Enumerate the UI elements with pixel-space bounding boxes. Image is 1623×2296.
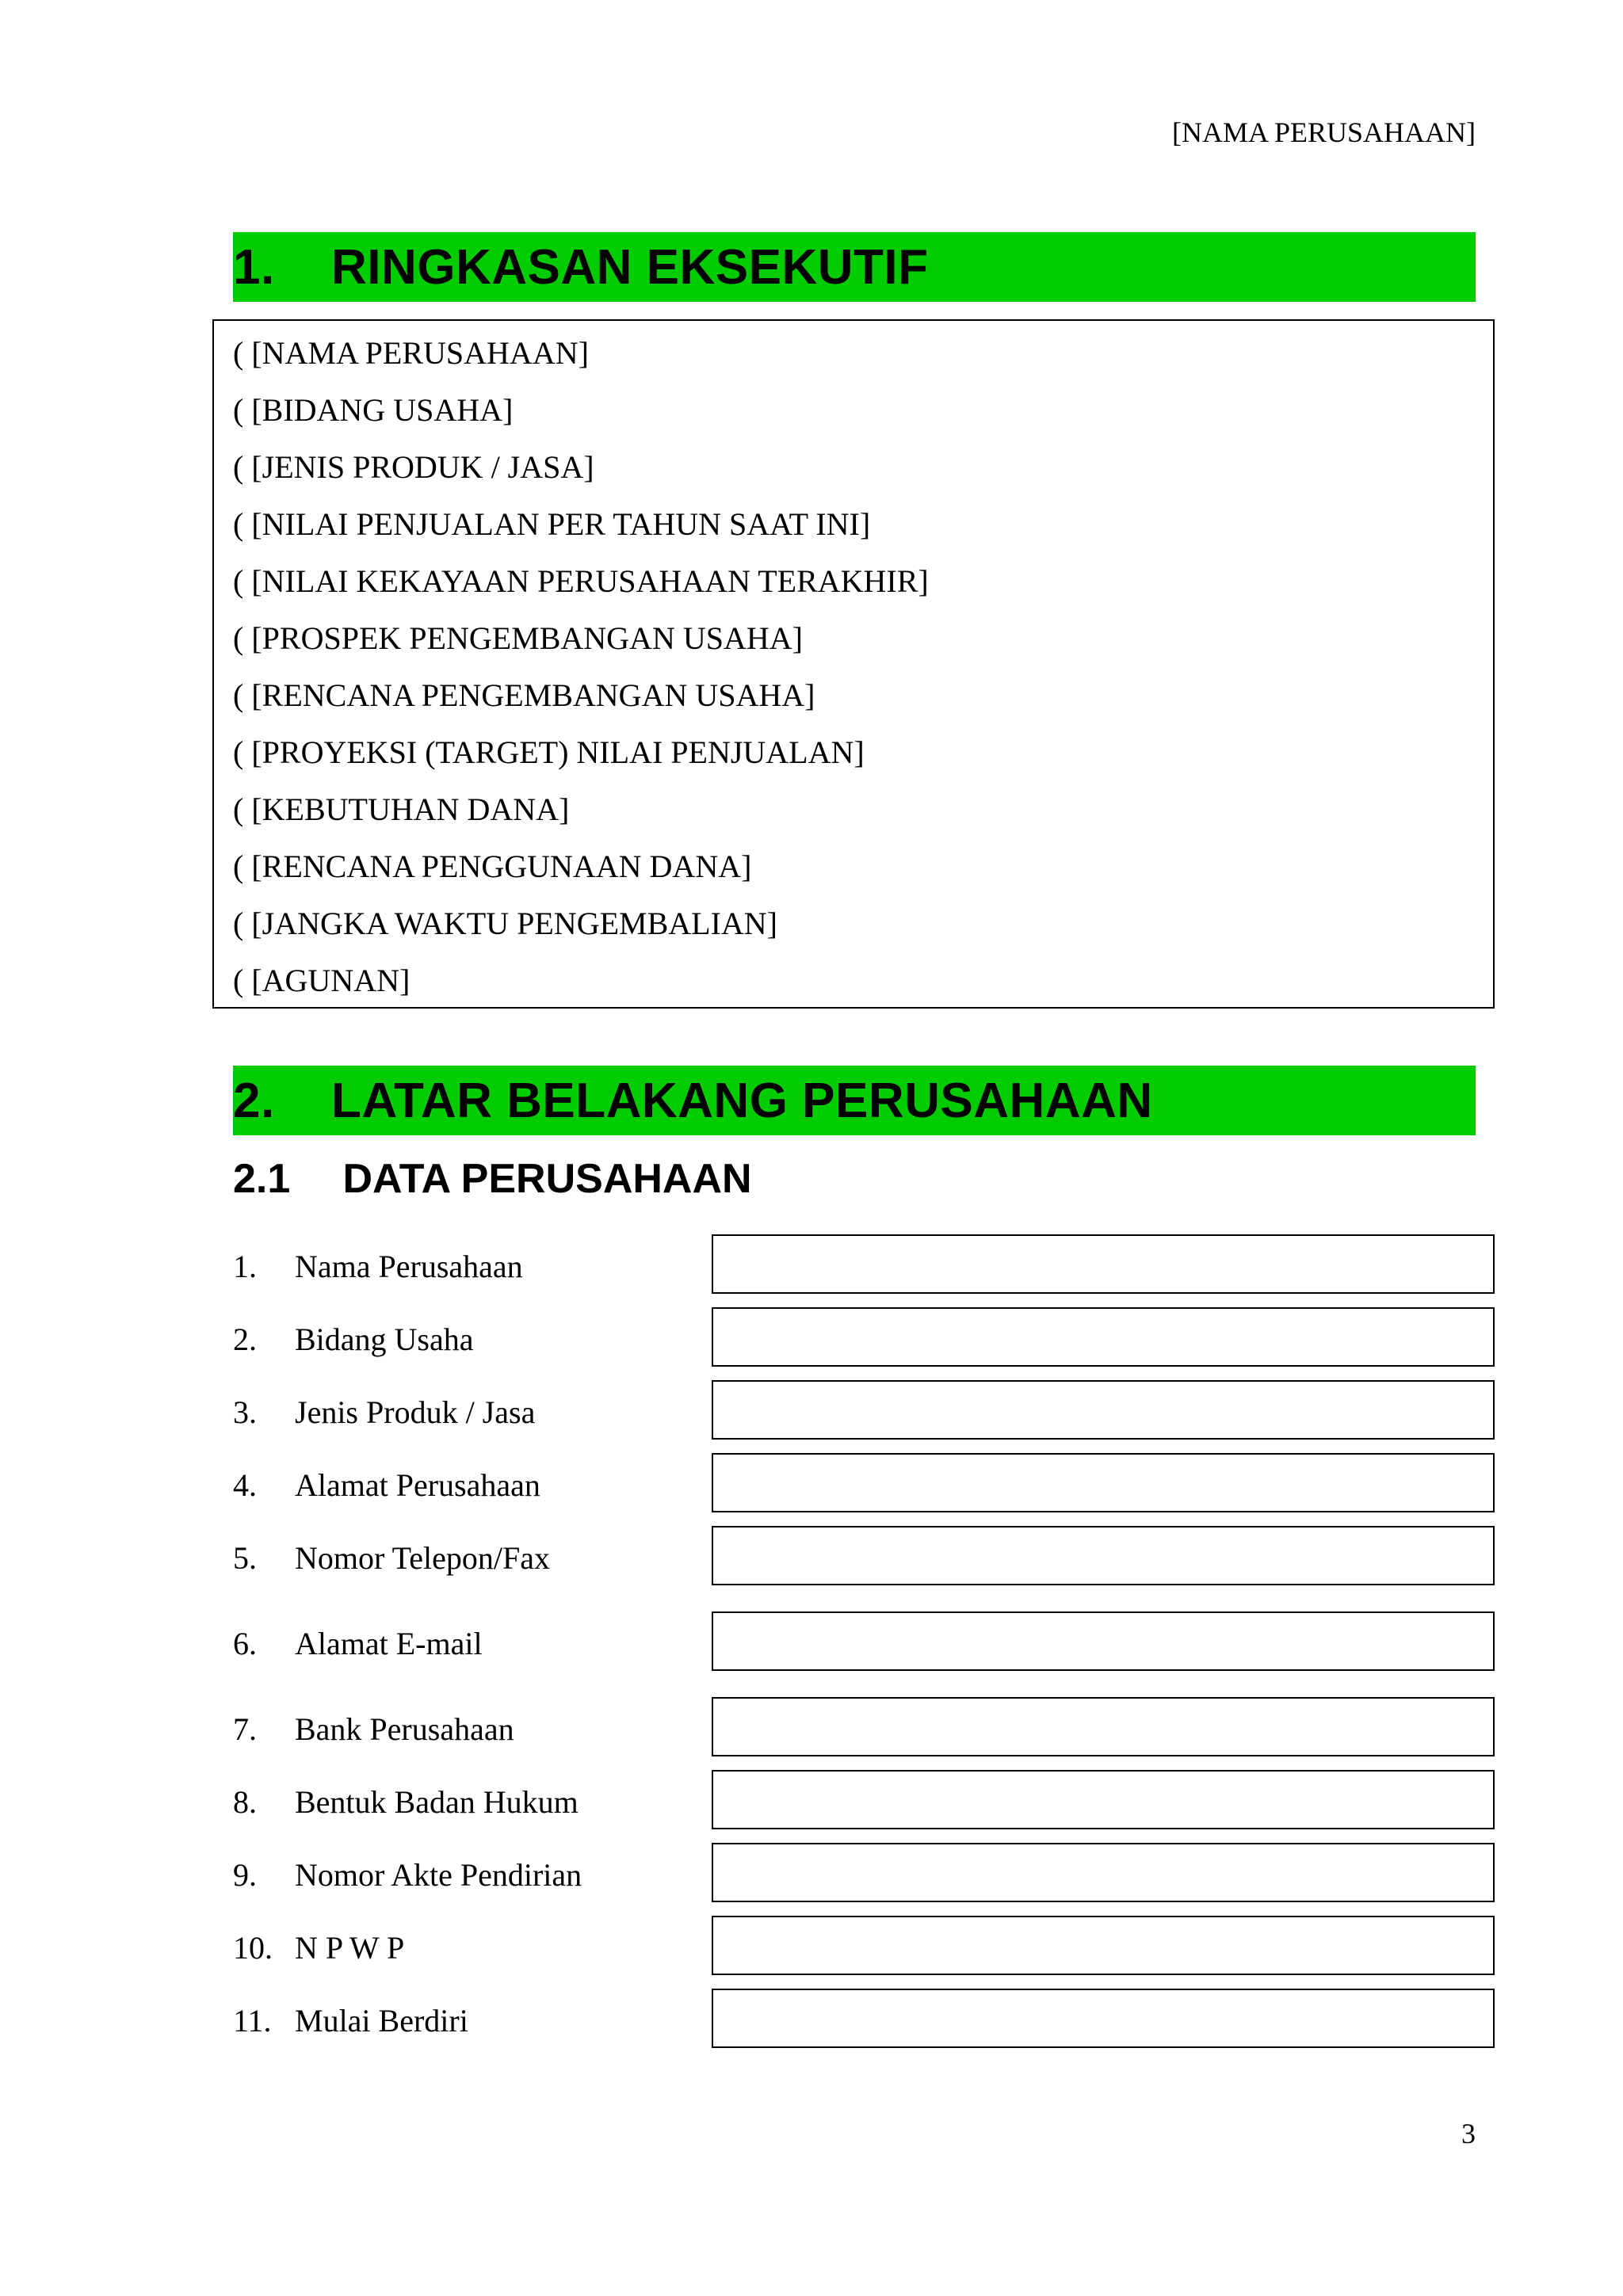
field-label: Alamat E-mail [295,1626,483,1661]
field-label: Alamat Perusahaan [295,1467,540,1503]
summary-item: ( [PROYEKSI (TARGET) NILAI PENJUALAN] [233,734,865,770]
summary-item: ( [BIDANG USAHA] [233,392,514,428]
subsection-title: DATA PERUSAHAAN [342,1156,752,1202]
summary-item: ( [KEBUTUHAN DANA] [233,791,570,827]
company-name-field[interactable] [712,1234,1495,1294]
company-address-field[interactable] [712,1453,1495,1512]
field-label: Nama Perusahaan [295,1249,523,1284]
summary-item: ( [NILAI KEKAYAAN PERUSAHAAN TERAKHIR] [233,563,929,599]
section-2-title: LATAR BELAKANG PERUSAHAAN [331,1073,1153,1128]
field-number: 8. [233,1784,257,1820]
company-bank-field[interactable] [712,1697,1495,1756]
field-number: 4. [233,1467,257,1503]
field-label: Nomor Telepon/Fax [295,1540,550,1576]
business-field-field[interactable] [712,1307,1495,1367]
deed-number-field[interactable] [712,1843,1495,1902]
section-1-heading [233,232,1476,302]
phone-fax-field[interactable] [712,1526,1495,1585]
field-number: 10. [233,1930,273,1966]
field-number: 11. [233,2003,272,2039]
field-label: Nomor Akte Pendirian [295,1857,582,1893]
product-type-field[interactable] [712,1380,1495,1440]
section-2-number: 2. [233,1073,275,1128]
field-number: 9. [233,1857,257,1893]
established-date-field[interactable] [712,1989,1495,2048]
field-number: 1. [233,1249,257,1284]
email-field[interactable] [712,1611,1495,1671]
page-number: 3 [1461,2118,1476,2149]
subsection-2-1-heading [233,1155,752,1203]
summary-item: ( [RENCANA PENGGUNAAN DANA] [233,849,752,884]
summary-item: ( [NAMA PERUSAHAAN] [233,335,589,371]
executive-summary-box [212,319,1495,1009]
legal-entity-field[interactable] [712,1770,1495,1829]
summary-item: ( [JANGKA WAKTU PENGEMBALIAN] [233,906,777,941]
field-number: 3. [233,1394,257,1430]
summary-item: ( [PROSPEK PENGEMBANGAN USAHA] [233,620,803,656]
npwp-field[interactable] [712,1916,1495,1975]
summary-item: ( [JENIS PRODUK / JASA] [233,449,594,485]
subsection-number: 2.1 [233,1156,291,1202]
field-number: 6. [233,1626,257,1661]
summary-item: ( [RENCANA PENGEMBANGAN USAHA] [233,677,815,713]
section-1-title: RINGKASAN EKSEKUTIF [331,239,929,295]
field-label: Bentuk Badan Hukum [295,1784,579,1820]
field-number: 2. [233,1322,257,1357]
field-label: Bidang Usaha [295,1322,474,1357]
section-1-number: 1. [233,239,275,295]
field-label: Jenis Produk / Jasa [295,1394,536,1430]
field-label: N P W P [295,1930,405,1966]
field-label: Mulai Berdiri [295,2003,468,2039]
summary-item: ( [AGUNAN] [233,963,411,998]
page-header-company: [NAMA PERUSAHAAN] [1171,116,1476,148]
field-number: 5. [233,1540,257,1576]
summary-item: ( [NILAI PENJUALAN PER TAHUN SAAT INI] [233,506,871,542]
field-number: 7. [233,1711,257,1747]
section-2-heading [233,1066,1476,1135]
field-label: Bank Perusahaan [295,1711,514,1747]
